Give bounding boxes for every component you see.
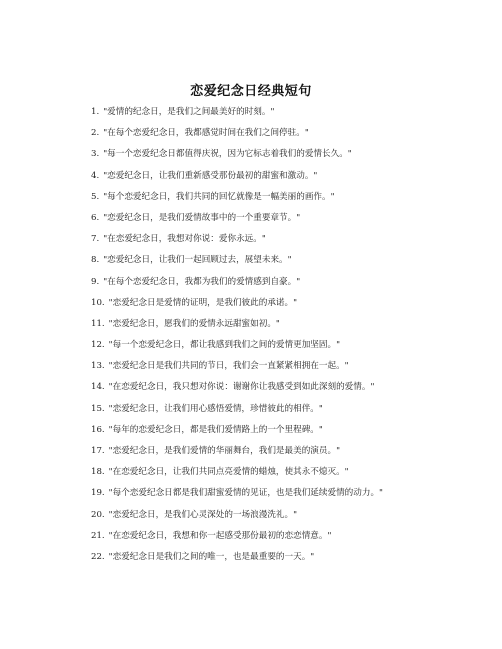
list-item xyxy=(91,547,496,568)
list-item xyxy=(91,102,496,123)
item-text: "在恋爱纪念日，我想和你一起感受那份最初的恋恋情意。" xyxy=(108,530,332,541)
item-number: 20. xyxy=(91,509,105,520)
item-number: 9. xyxy=(91,276,100,287)
item-text: "恋爱纪念日，愿我们的爱情永远甜蜜如初。" xyxy=(108,318,280,329)
item-text: "每一个恋爱纪念日，都让我感到我们之间的爱情更加坚固。" xyxy=(108,340,341,351)
item-text: "在恋爱纪念日，我想对你说：爱你永远。" xyxy=(103,234,266,245)
item-number: 2. xyxy=(91,128,100,139)
list-item xyxy=(91,462,496,483)
list-item xyxy=(91,505,496,526)
item-number: 22. xyxy=(91,551,105,562)
item-text: "恋爱纪念日，让我们重新感受那份最初的甜蜜和激动。" xyxy=(103,170,318,181)
item-number: 15. xyxy=(91,403,105,414)
item-text: "恋爱纪念日，让我们一起回顾过去，展望未来。" xyxy=(103,255,292,266)
item-number: 4. xyxy=(91,170,100,181)
item-number: 5. xyxy=(91,191,100,202)
item-text: "爱情的纪念日，是我们之间最美好的时刻。" xyxy=(103,107,275,117)
list-item xyxy=(91,293,496,314)
item-number: 19. xyxy=(91,488,105,499)
list-item xyxy=(91,335,496,356)
item-text: "恋爱纪念日是爱情的证明，是我们彼此的承诺。" xyxy=(108,297,298,308)
item-text: "恋爱纪念日是我们之间的唯一，也是最重要的一天。" xyxy=(108,551,315,562)
quote-list xyxy=(91,102,496,568)
list-item xyxy=(91,377,496,398)
list-item xyxy=(91,187,496,208)
list-item xyxy=(91,314,496,335)
list-item xyxy=(91,420,496,441)
item-text: "每一个恋爱纪念日都值得庆祝，因为它标志着我们的爱情长久。" xyxy=(103,149,352,160)
item-number: 14. xyxy=(91,382,105,393)
list-item xyxy=(91,229,496,250)
list-item xyxy=(91,526,496,547)
list-item xyxy=(91,123,496,144)
item-text: "恋爱纪念日，是我们爱情的华丽舞台，我们是最美的演员。" xyxy=(108,446,341,456)
item-number: 7. xyxy=(91,234,100,245)
list-item xyxy=(91,250,496,271)
item-text: "在每个恋爱纪念日，我都感觉时间在我们之间停驻。" xyxy=(103,128,309,139)
item-text: "每个恋爱纪念日都是我们甜蜜爱情的见证，也是我们延续爱情的动力。" xyxy=(108,488,383,499)
list-item xyxy=(91,441,496,462)
item-text: "恋爱纪念日，是我们爱情故事中的一个重要章节。" xyxy=(103,212,301,223)
item-number: 12. xyxy=(91,340,105,351)
item-text: "恋爱纪念日，让我们用心感悟爱情，珍惜彼此的相伴。" xyxy=(108,403,323,414)
list-item xyxy=(91,166,496,187)
item-number: 1. xyxy=(91,107,100,117)
item-number: 10. xyxy=(91,297,105,308)
item-number: 13. xyxy=(91,361,105,372)
item-number: 17. xyxy=(91,446,105,456)
item-text: "在每个恋爱纪念日，我都为我们的爱情感到自豪。" xyxy=(103,276,301,287)
list-item xyxy=(91,356,496,377)
item-number: 18. xyxy=(91,467,105,478)
list-item xyxy=(91,399,496,420)
item-text: "在恋爱纪念日，我只想对你说：谢谢你让我感受到如此深刻的爱情。" xyxy=(108,382,375,393)
list-item xyxy=(91,144,496,165)
item-text: "每年的恋爱纪念日，都是我们爱情路上的一个里程碑。" xyxy=(108,424,323,435)
item-text: "在恋爱纪念日，让我们共同点亮爱情的蜡烛，使其永不熄灭。" xyxy=(108,467,349,478)
item-text: "每个恋爱纪念日，我们共同的回忆就像是一幅美丽的画作。" xyxy=(103,191,335,202)
item-text: "恋爱纪念日，是我们心灵深处的一场浪漫洗礼。" xyxy=(108,509,298,520)
page-title: 恋爱纪念日经典短句 xyxy=(190,84,312,99)
item-number: 3. xyxy=(91,149,100,160)
list-item xyxy=(91,272,496,293)
list-item xyxy=(91,483,496,504)
item-number: 8. xyxy=(91,255,100,266)
item-number: 16. xyxy=(91,424,105,435)
item-text: "恋爱纪念日是我们共同的节日，我们会一直紧紧相拥在一起。" xyxy=(108,361,349,372)
list-item xyxy=(91,208,496,229)
item-number: 11. xyxy=(91,318,105,329)
item-number: 6. xyxy=(91,212,100,223)
item-number: 21. xyxy=(91,530,105,541)
